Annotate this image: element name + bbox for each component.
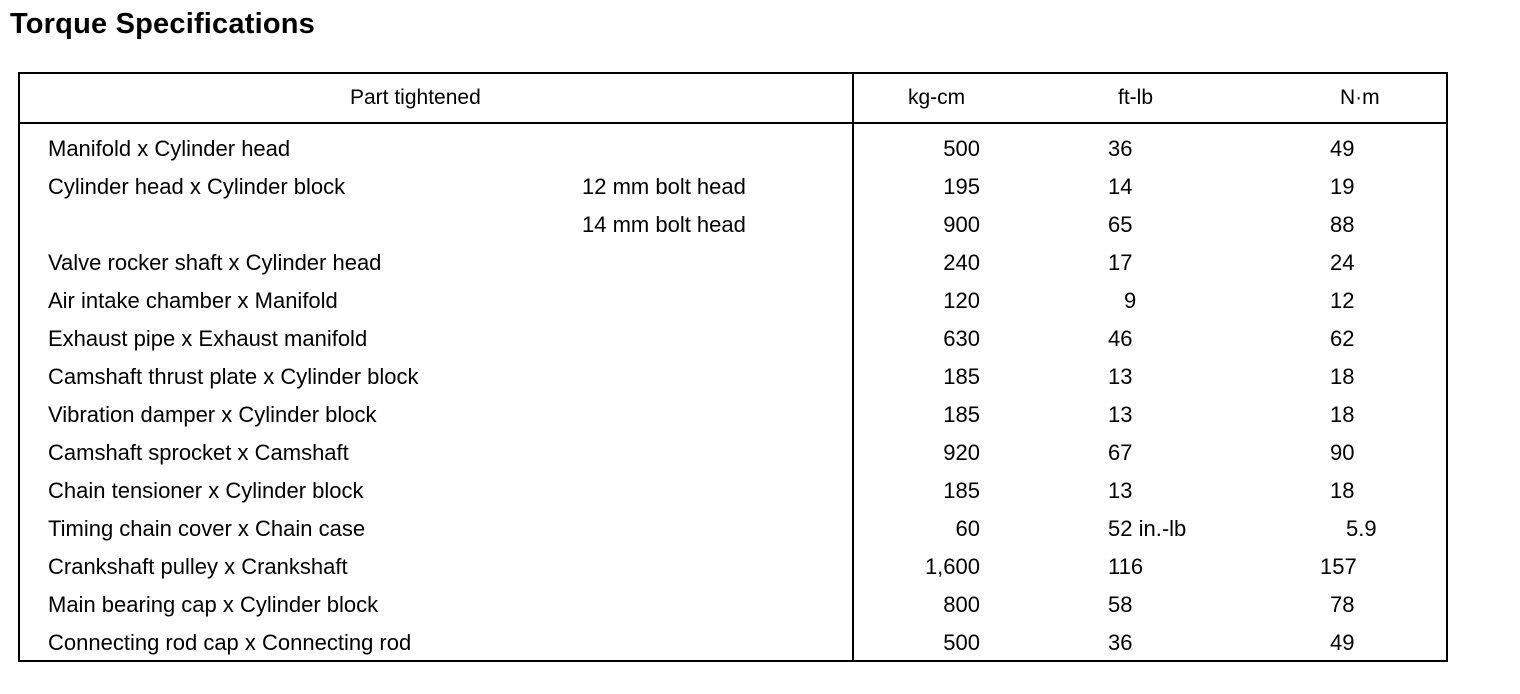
part-cell: Vibration damper x Cylinder block [48, 402, 377, 427]
table-row [20, 358, 1446, 396]
part-cell: Timing chain cover x Chain case [48, 516, 366, 541]
part-cell: Manifold x Cylinder head [48, 136, 291, 161]
n-m-cell: 18 [1330, 478, 1355, 503]
kg-cm-cell: 800 [943, 592, 980, 617]
n-m-cell: 24 [1330, 250, 1355, 275]
sub-cell: 12 mm bolt head [582, 174, 746, 199]
ft-lb-cell: 9 [1124, 288, 1137, 313]
ft-lb-cell: 116 [1108, 554, 1144, 579]
ft-lb-cell: 36 [1108, 136, 1133, 161]
table-row [20, 244, 1446, 282]
n-m-cell: 5.9 [1346, 516, 1377, 541]
table-row [20, 434, 1446, 472]
table-row [20, 168, 1446, 206]
kg-cm-cell: 185 [943, 478, 980, 503]
kg-cm-cell: 240 [943, 250, 980, 275]
kg-cm-cell: 920 [943, 440, 980, 465]
part-cell: Camshaft sprocket x Camshaft [48, 440, 349, 465]
n-m-cell: 18 [1330, 364, 1355, 389]
ft-lb-cell: 46 [1108, 326, 1133, 351]
part-cell: Exhaust pipe x Exhaust manifold [48, 326, 368, 351]
n-m-cell: 157 [1320, 554, 1357, 579]
kg-cm-cell: 185 [943, 364, 980, 389]
table-row [20, 130, 1446, 168]
table-row [20, 586, 1446, 624]
kg-cm-cell: 195 [943, 174, 980, 199]
torque-spec-table [18, 72, 1448, 662]
n-m-cell: 62 [1330, 326, 1355, 351]
ft-lb-cell: 65 [1108, 212, 1133, 237]
n-m-cell: 88 [1330, 212, 1355, 237]
header-ft-lb: ft-lb [1118, 86, 1154, 109]
part-cell: Cylinder head x Cylinder block [48, 174, 346, 199]
table-row [20, 510, 1446, 548]
ft-lb-cell: 13 [1108, 402, 1133, 427]
kg-cm-cell: 900 [943, 212, 980, 237]
kg-cm-cell: 500 [943, 630, 980, 655]
table-row [20, 472, 1446, 510]
table-row [20, 548, 1446, 586]
ft-lb-cell: 52 in.-lb [1108, 516, 1187, 541]
table-row [20, 320, 1446, 358]
header-n-m: N·m [1340, 86, 1380, 109]
part-cell: Air intake chamber x Manifold [48, 288, 338, 313]
header-divider [20, 122, 1446, 124]
part-cell: Chain tensioner x Cylinder block [48, 478, 364, 503]
page-title: Torque Specifications [10, 8, 315, 40]
ft-lb-cell: 13 [1108, 364, 1133, 389]
part-cell: Connecting rod cap x Connecting rod [48, 630, 412, 655]
part-cell: Valve rocker shaft x Cylinder head [48, 250, 382, 275]
sub-cell: 14 mm bolt head [582, 212, 746, 237]
table-row [20, 396, 1446, 434]
header-part-tightened: Part tightened [350, 86, 481, 109]
part-cell: Main bearing cap x Cylinder block [48, 592, 379, 617]
kg-cm-cell: 500 [943, 136, 980, 161]
header-kg-cm: kg-cm [908, 86, 966, 109]
ft-lb-cell: 14 [1108, 174, 1133, 199]
ft-lb-cell: 36 [1108, 630, 1133, 655]
kg-cm-cell: 630 [943, 326, 980, 351]
n-m-cell: 19 [1330, 174, 1355, 199]
kg-cm-cell: 1,600 [924, 554, 980, 579]
n-m-cell: 12 [1330, 288, 1355, 313]
n-m-cell: 18 [1330, 402, 1355, 427]
ft-lb-cell: 17 [1108, 250, 1133, 275]
part-cell: Crankshaft pulley x Crankshaft [48, 554, 348, 579]
ft-lb-cell: 67 [1108, 440, 1133, 465]
kg-cm-cell: 120 [943, 288, 980, 313]
ft-lb-cell: 58 [1108, 592, 1133, 617]
n-m-cell: 49 [1330, 136, 1355, 161]
kg-cm-cell: 185 [943, 402, 980, 427]
n-m-cell: 78 [1330, 592, 1355, 617]
kg-cm-cell: 60 [955, 516, 980, 541]
n-m-cell: 49 [1330, 630, 1355, 655]
table-row [20, 624, 1446, 662]
part-cell: Camshaft thrust plate x Cylinder block [48, 364, 419, 389]
n-m-cell: 90 [1330, 440, 1355, 465]
table-row [20, 282, 1446, 320]
table-row [20, 206, 1446, 244]
ft-lb-cell: 13 [1108, 478, 1133, 503]
